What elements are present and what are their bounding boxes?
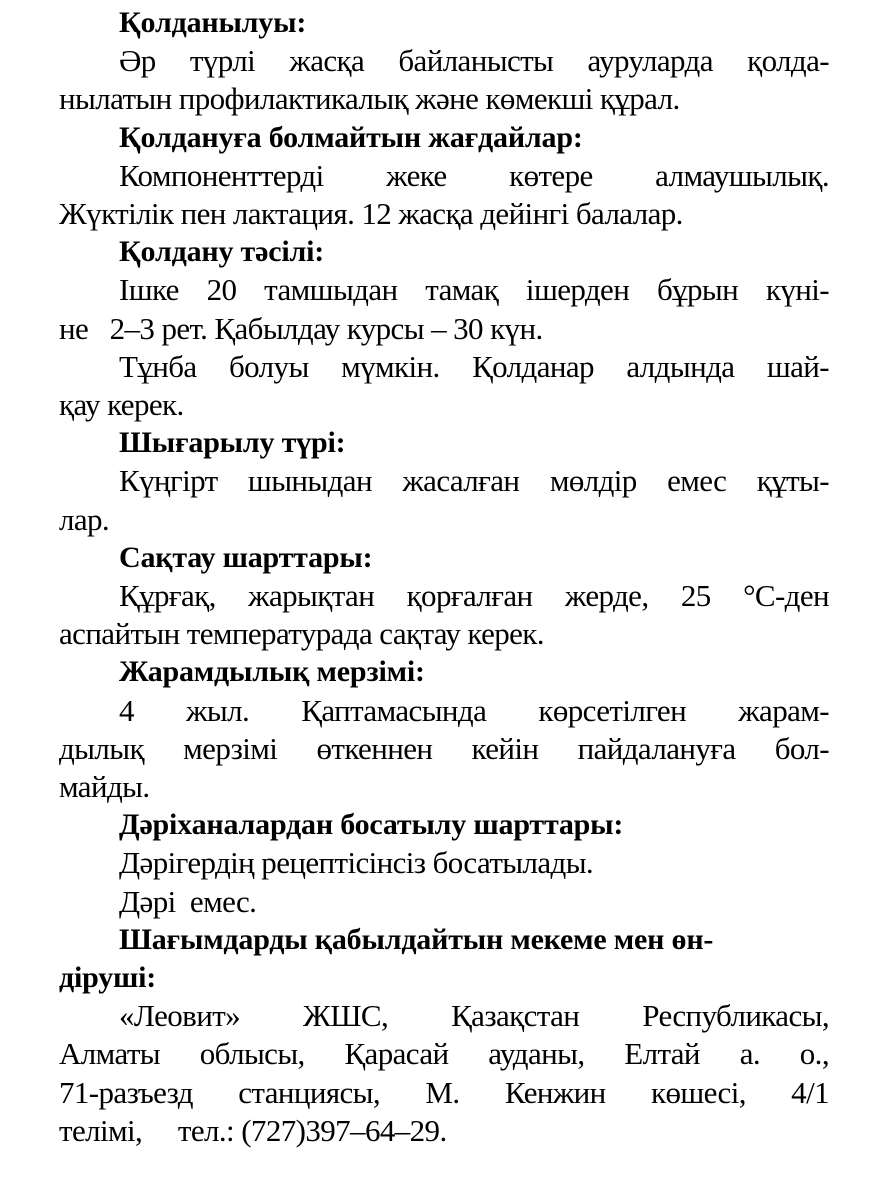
section-heading: Қолданылуы:	[119, 6, 307, 39]
text-line: Ішке 20 тамшыдан тамақ ішерден бұрын күні-	[119, 272, 829, 308]
text-line: Дәрі емес.	[119, 883, 257, 919]
document-page	[59, 4, 829, 1150]
text-line: 71-разъезд станциясы, М. Кенжин көшесі, 4/1	[59, 1074, 829, 1110]
text-line: телімі, тел.: (727)397–64–29.	[59, 1112, 447, 1148]
section-heading-line: Шағымдарды қабылдайтын мекеме мен өн-	[119, 922, 714, 956]
section-heading: Шығарылу түрі:	[119, 426, 346, 460]
section-manufacturer	[59, 921, 829, 1150]
section-storage-conditions	[59, 539, 829, 654]
section-contraindications	[59, 119, 829, 234]
section-dispensing-conditions	[59, 806, 829, 921]
text-line: қау керек.	[59, 387, 184, 423]
section-shelf-life	[59, 653, 829, 806]
text-line: Алматы облысы, Қарасай ауданы, Елтай а. о.,	[59, 1036, 829, 1072]
section-method-of-use	[59, 233, 829, 424]
text-line: нылатын профилактикалық және көмекші құрал.	[59, 81, 680, 117]
text-line: аспайтын температурада сақтау керек.	[59, 616, 544, 652]
section-heading: Сақтау шарттары:	[119, 540, 373, 574]
text-line: не 2–3 рет. Қабылдау курсы – 30 күн.	[59, 310, 543, 346]
section-heading: Қолдану тәсілі:	[119, 235, 325, 269]
text-line: 4 жыл. Қаптамасында көрсетілген жарам-	[119, 692, 829, 728]
text-line: Құрғақ, жарықтан қорғалған жерде, 25 °С-ден	[119, 578, 829, 614]
text-line: Тұнба болуы мүмкін. Қолданар алдында шай-	[119, 348, 829, 384]
section-heading: Қолдануға болмайтын жағдайлар:	[119, 120, 583, 154]
text-line: Дәрігердің рецептісінсіз босатылады.	[119, 845, 594, 881]
text-line: «Леовит» ЖШС, Қазақстан Республикасы,	[119, 998, 829, 1034]
text-line: Күңгірт шыныдан жасалған мөлдір емес құты-	[119, 463, 829, 499]
section-heading: Жарамдылық мерзімі:	[119, 655, 425, 689]
text-line: майды.	[59, 769, 150, 805]
section-heading: Дәріханалардан босатылу шарттары:	[119, 808, 624, 842]
text-line: дылық мерзімі өткеннен кейін пайдалануға бол-	[59, 730, 829, 766]
section-release-form	[59, 424, 829, 539]
text-line: Компоненттерді жеке көтере алмаушылық.	[119, 157, 829, 193]
section-heading-line: діруші:	[59, 961, 157, 995]
text-line: Әр түрлі жасқа байланысты ауруларда қолда-	[119, 43, 829, 79]
text-line: Жүктілік пен лактация. 12 жасқа дейінгі балалар.	[59, 196, 683, 232]
text-line: лар.	[59, 501, 110, 537]
section-usage	[59, 4, 829, 119]
